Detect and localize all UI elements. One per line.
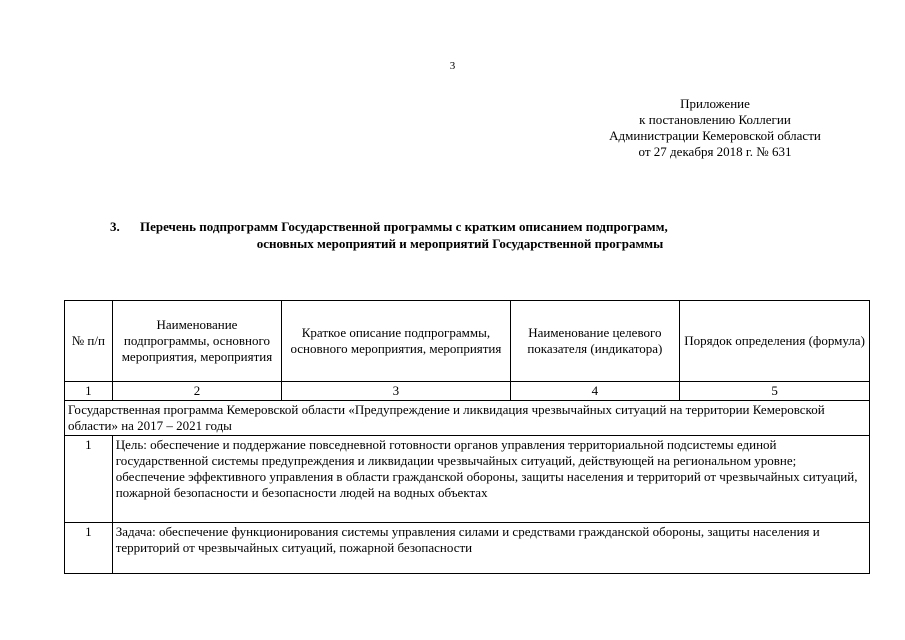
- section-title-line: Перечень подпрограмм Государственной программы с кратким описанием подпрограмм,: [140, 219, 668, 234]
- goal-text: обеспечение эффективного управления в области гражданской обороны, защиты населения и территорий от чрезвычайных ситуаций, пожарной безопасности и безопасности людей на водных объектах: [115, 469, 858, 500]
- column-number-row: [65, 382, 870, 401]
- table-row: [65, 523, 870, 574]
- column-number: 3: [282, 382, 510, 401]
- column-number: 1: [65, 382, 113, 401]
- section-number: 3.: [110, 219, 120, 234]
- column-header: Краткое описание подпрограммы, основного мероприятия, мероприятия: [282, 301, 510, 382]
- section-title-line: основных мероприятий и мероприятий Государственной программы: [256, 236, 664, 251]
- column-header: Наименование подпрограммы, основного мероприятия, мероприятия: [112, 301, 282, 382]
- column-number: 2: [112, 382, 282, 401]
- program-cell: Государственная программа Кемеровской области «Предупреждение и ликвидация чрезвычайных ситуаций на территории Кемеровской области» на 2017 – 2021 годы: [65, 401, 870, 436]
- task-cell: Задача: обеспечение функционирования системы управления силами и средствами гражданской обороны, защиты населения и территорий от чрезвычайных ситуаций, пожарной безопасности: [112, 523, 869, 574]
- programs-table: [64, 300, 870, 574]
- appendix-line: Администрации Кемеровской области: [609, 128, 821, 143]
- section-title: [110, 218, 810, 252]
- row-number: 1: [65, 523, 113, 574]
- goal-text: Цель: обеспечение и поддержание повседневной готовности органов управления территориальной подсистемы единой государственной системы предупреждения и ликвидации чрезвычайных ситуаций, действующей на региональном уровне;: [115, 437, 797, 468]
- column-header: № п/п: [65, 301, 113, 382]
- appendix-line: Приложение: [680, 96, 750, 111]
- table-header-row: [65, 301, 870, 382]
- column-number: 5: [680, 382, 870, 401]
- column-number: 4: [510, 382, 680, 401]
- appendix-header: [560, 96, 870, 160]
- table-row: [65, 436, 870, 523]
- appendix-line: от 27 декабря 2018 г. № 631: [638, 144, 792, 159]
- goal-cell: [112, 436, 869, 523]
- column-header: Порядок определения (формула): [680, 301, 870, 382]
- row-number: 1: [65, 436, 113, 523]
- page-number: 3: [449, 60, 456, 72]
- column-header: Наименование целевого показателя (индикатора): [510, 301, 680, 382]
- table-row: [65, 401, 870, 436]
- appendix-line: к постановлению Коллегии: [639, 112, 791, 127]
